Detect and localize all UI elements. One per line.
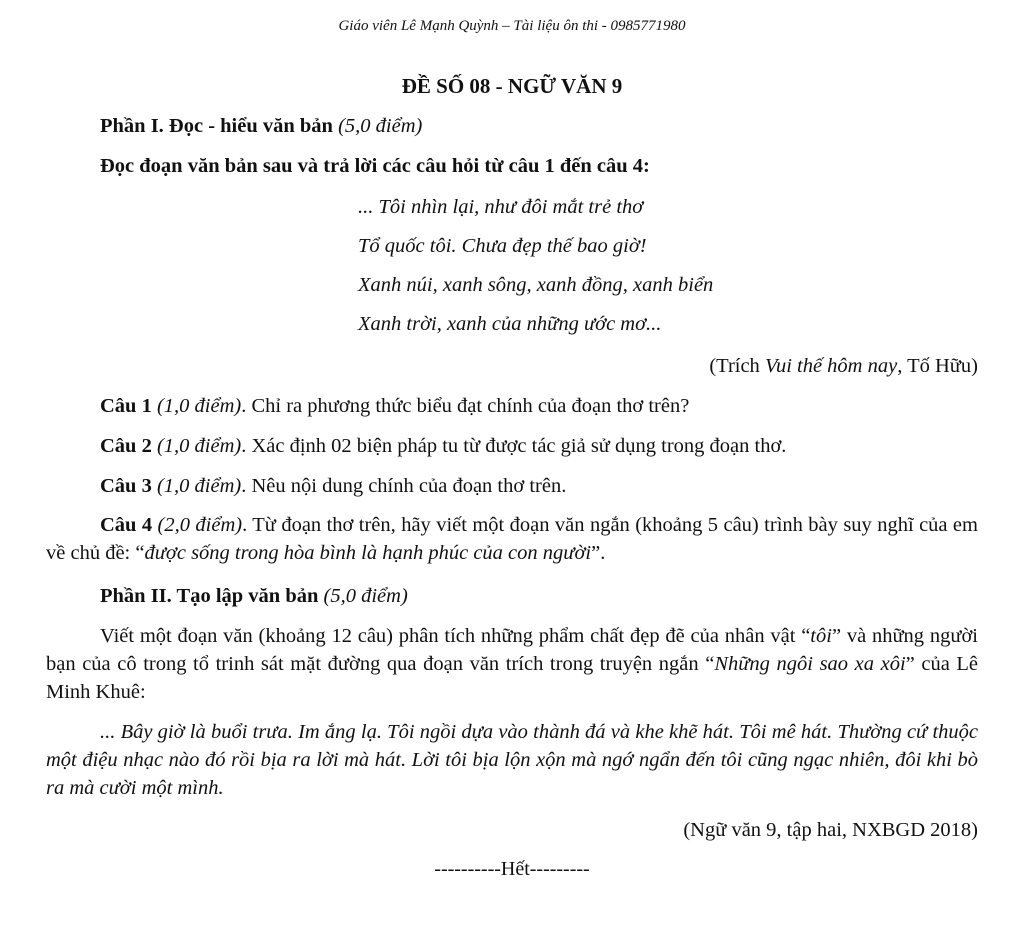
story-excerpt: ... Bây giờ là buổi trưa. Im ắng lạ. Tôi ngồi dựa vào thành đá và khe khẽ hát. Tôi mê hát. Thường cứ thuộc một điệu nhạc nào đó rồi bịa ra lời mà hát. Lời tôi bịa lộn xộn mà ngớ ngẩn đến tôi cũng ngạc nhiên, đôi khi bò ra mà cười một mình. — [46, 721, 978, 799]
prompt-part-b: ” và những người bạn của cô trong tổ trinh sát mặt đường qua đoạn văn trích trong truyện ngắn “ — [46, 625, 978, 675]
question-text: . Chỉ ra phương thức biểu đạt chính của đoạn thơ trên? — [241, 395, 690, 417]
part1-points: (5,0 điểm) — [338, 115, 423, 137]
poem-line-1: ... Tôi nhìn lại, như đôi mắt trẻ thơ — [358, 196, 644, 218]
prompt-toi: tôi — [810, 625, 832, 647]
question-points: (1,0 điểm) — [156, 475, 242, 497]
poem-line-3: Xanh núi, xanh sông, xanh đồng, xanh biển — [358, 274, 714, 296]
question-label: Câu 2 — [100, 435, 152, 457]
question-quote: được sống trong hòa bình là hạnh phúc của con người — [144, 542, 592, 564]
question-text: . Từ đoạn thơ trên, hãy viết một đoạn văn ngắn (khoảng 5 câu) trình bày suy nghĩ của em về chủ đề: “ — [46, 514, 978, 564]
question-1 — [100, 392, 689, 420]
poem-line-4: Xanh trời, xanh của những ước mơ... — [358, 313, 662, 335]
source-prefix: (Trích — [709, 355, 765, 377]
poem-source — [709, 352, 978, 380]
part2-points: (5,0 điểm) — [323, 585, 408, 607]
source-suffix: , Tố Hữu) — [897, 355, 978, 377]
question-2 — [100, 432, 786, 460]
question-text: . Xác định 02 biện pháp tu từ được tác giả sử dụng trong đoạn thơ. — [241, 435, 787, 457]
question-label: Câu 4 — [100, 514, 153, 536]
part1-heading: Phần I. Đọc - hiểu văn bản — [100, 115, 333, 137]
question-points: (1,0 điểm) — [156, 435, 242, 457]
source-title: Vui thế hôm nay — [764, 355, 898, 377]
question-text: . Nêu nội dung chính của đoạn thơ trên. — [241, 475, 567, 497]
excerpt-source: (Ngữ văn 9, tập hai, NXBGD 2018) — [683, 819, 978, 841]
poem-line-2: Tổ quốc tôi. Chưa đẹp thế bao giờ! — [358, 235, 647, 257]
prompt-part-c: ” của Lê Minh Khuê: — [46, 653, 979, 703]
question-label: Câu 3 — [100, 475, 152, 497]
exam-title: ĐỀ SỐ 08 - NGỮ VĂN 9 — [401, 74, 623, 98]
question-label: Câu 1 — [100, 395, 152, 417]
part1-heading-line — [100, 112, 422, 140]
part2-heading-line — [100, 582, 408, 610]
teacher-header: Giáo viên Lê Mạnh Quỳnh – Tài liệu ôn thi - 0985771980 — [338, 18, 686, 34]
question-4 — [46, 511, 978, 567]
question-end: ”. — [591, 542, 606, 564]
part1-instruction: Đọc đoạn văn bản sau và trả lời các câu hỏi từ câu 1 đến câu 4: — [100, 155, 650, 177]
question-points: (2,0 điểm) — [157, 514, 243, 536]
end-marker: ----------Hết--------- — [434, 858, 590, 880]
question-points: (1,0 điểm) — [156, 395, 242, 417]
prompt-story: Những ngôi sao xa xôi — [714, 653, 906, 675]
part2-heading: Phần II. Tạo lập văn bản — [100, 585, 319, 607]
part2-prompt — [46, 622, 978, 706]
prompt-part-a: Viết một đoạn văn (khoảng 12 câu) phân tích những phẩm chất đẹp đẽ của nhân vật “ — [100, 625, 811, 647]
question-3 — [100, 472, 566, 500]
